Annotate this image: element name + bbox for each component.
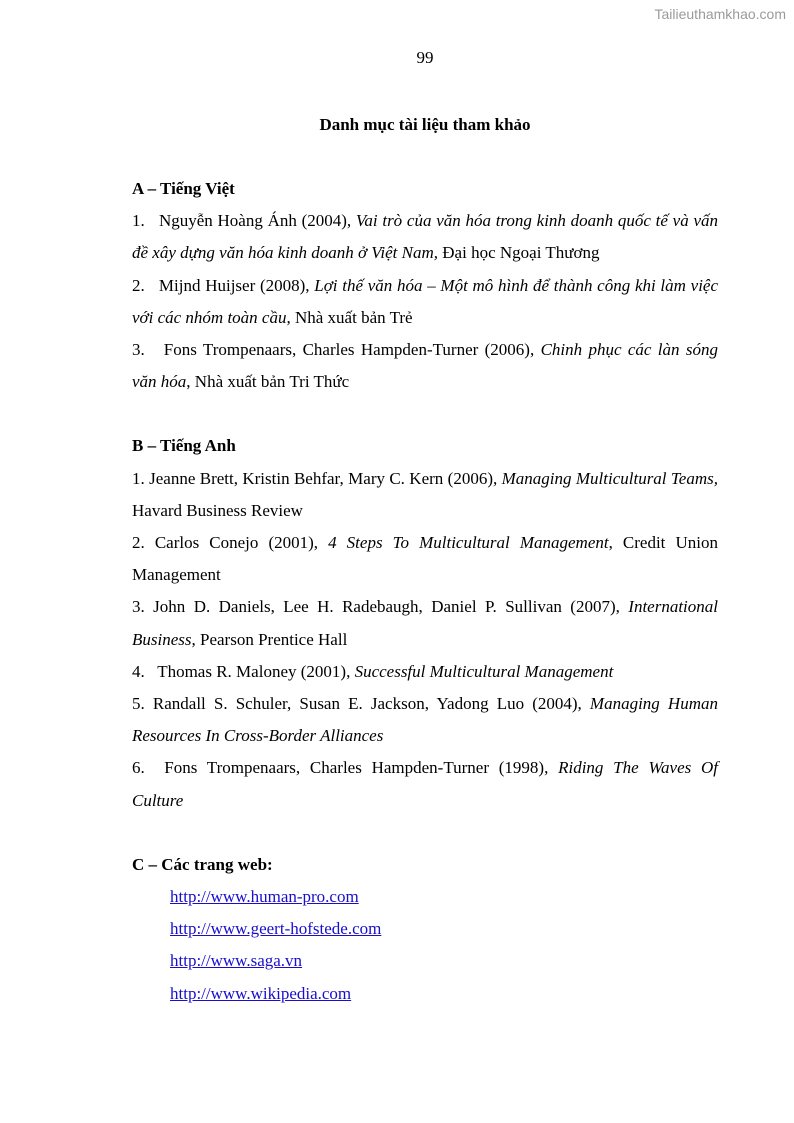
reference-item: 3. John D. Daniels, Lee H. Radebaugh, Daniel P. Sullivan (2007), International Business, Pearson Prentice Hall bbox=[132, 597, 718, 649]
section-heading-websites: C – Các trang web: bbox=[132, 854, 273, 874]
reference-item: 5. Randall S. Schuler, Susan E. Jackson, Yadong Luo (2004), Managing Human Resources In Cross-Border Alliances bbox=[132, 694, 718, 746]
reference-item: 6. Fons Trompenaars, Charles Hampden-Turner (1998), Riding The Waves Of Culture bbox=[132, 758, 719, 810]
reference-item: 2. Mijnd Huijser (2008), Lợi thế văn hóa – Một mô hình để thành công khi làm việc với các nhóm toàn cầu, Nhà xuất bản Trẻ bbox=[132, 275, 719, 327]
website-link-human-pro[interactable]: http://www.human-pro.com bbox=[170, 887, 359, 907]
reference-list bbox=[132, 173, 718, 1010]
website-link-saga[interactable]: http://www.saga.vn bbox=[170, 951, 303, 971]
website-list bbox=[132, 881, 718, 1010]
reference-item: 4. Thomas R. Maloney (2001), Successful Multicultural Management bbox=[132, 661, 614, 681]
reference-item: 1. Jeanne Brett, Kristin Behfar, Mary C. Kern (2006), Managing Multicultural Teams, Havard Business Review bbox=[132, 468, 718, 520]
section-heading-english: B – Tiếng Anh bbox=[132, 436, 236, 456]
section-heading-vietnamese: A – Tiếng Việt bbox=[132, 179, 235, 198]
reference-item: 2. Carlos Conejo (2001), 4 Steps To Multicultural Management, Credit Union Management bbox=[132, 533, 718, 585]
page-title: Danh mục tài liệu tham khảo bbox=[319, 115, 531, 134]
reference-item: 3. Fons Trompenaars, Charles Hampden-Turner (2006), Chinh phục các làn sóng văn hóa, Nhà xuất bản Tri Thức bbox=[132, 340, 718, 392]
website-link-wikipedia[interactable]: http://www.wikipedia.com bbox=[170, 983, 352, 1003]
reference-item: 1. Nguyễn Hoàng Ánh (2004), Vai trò của văn hóa trong kinh doanh quốc tế và vấn đề xây dựng văn hóa kinh doanh ở Việt Nam, Đại học Ngoại Thương bbox=[132, 211, 718, 263]
watermark: Tailieuthamkhao.com bbox=[654, 6, 786, 22]
page-number: 99 bbox=[416, 48, 434, 67]
website-link-geert-hofstede[interactable]: http://www.geert-hofstede.com bbox=[170, 919, 382, 939]
